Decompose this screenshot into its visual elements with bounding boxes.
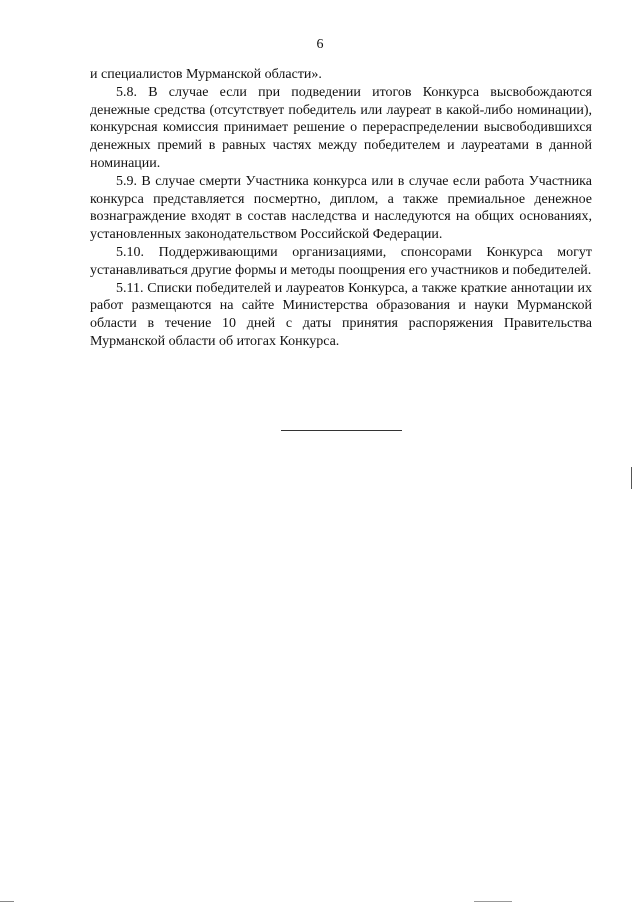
page-number: 6 xyxy=(316,37,324,52)
paragraph-5-8: 5.8. В случае если при подведении итогов Конкурса высвобождаются денежные средства (отсутствует победитель или лауреат в какой-либо номинации), конкурсная комиссия принимает решение о перераспределении высвободившихся денежных премий в равных частях между победителем и лауреатами в данной номинации. xyxy=(90,84,592,171)
paragraph-5-10: 5.10. Поддерживающими организациями, спонсорами Конкурса могут устанавливаться другие формы и методы поощрения его участников и победителей. xyxy=(90,244,592,278)
end-separator-line xyxy=(281,430,402,431)
scan-edge-mark xyxy=(631,467,632,489)
paragraph-5-9: 5.9. В случае смерти Участника конкурса или в случае если работа Участника конкурса представляется посмертно, диплом, а также премиальное денежное вознаграждение входят в состав наследства и наследуются на общих основаниях, установленных законодательством Российской Федерации. xyxy=(90,173,592,243)
document-body xyxy=(90,66,592,351)
paragraph-continuation: и специалистов Мурманской области». xyxy=(90,67,322,82)
paragraph-5-11: 5.11. Списки победителей и лауреатов Конкурса, а также краткие аннотации их работ размещаются на сайте Министерства образования и науки Мурманской области в течение 10 дней с даты принятия распоряжения Правительства Мурманской области об итогах Конкурса. xyxy=(90,280,592,349)
scan-artifact-left xyxy=(0,901,14,902)
scan-artifact-right xyxy=(474,901,512,902)
